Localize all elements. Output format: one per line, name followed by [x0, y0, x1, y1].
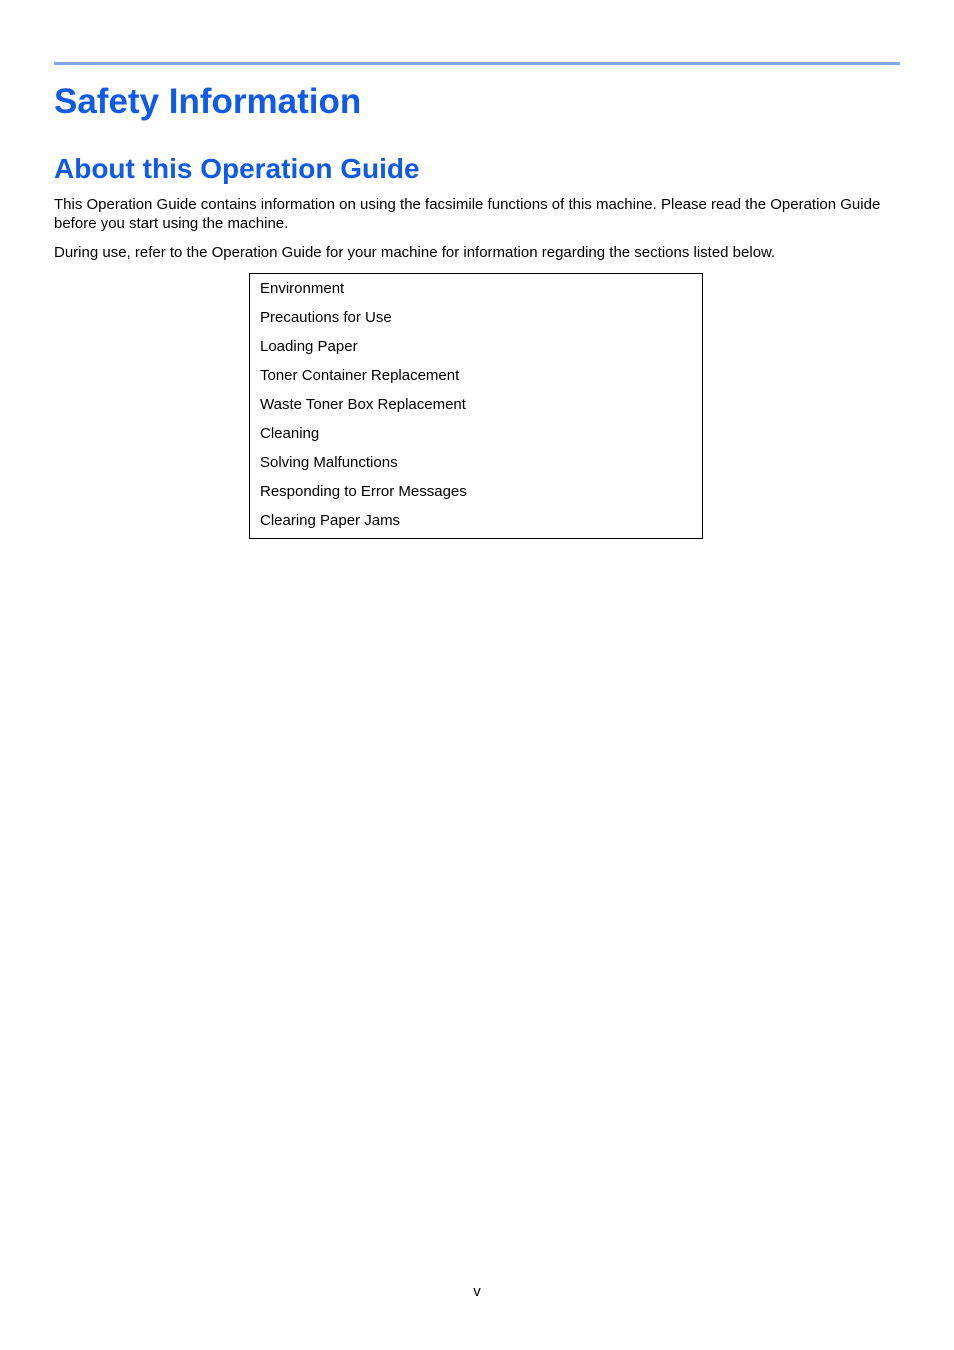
page-title: Safety Information [54, 82, 362, 121]
section-title: About this Operation Guide [54, 153, 420, 184]
list-item: Environment [260, 280, 345, 297]
header-rule [54, 62, 900, 65]
list-item: Clearing Paper Jams [260, 512, 401, 529]
referenced-sections-list [250, 274, 702, 541]
list-item: Responding to Error Messages [260, 483, 467, 500]
list-item: Cleaning [260, 425, 320, 442]
referenced-sections-box [249, 273, 703, 539]
page-number: v [473, 1283, 481, 1300]
reference-paragraph: During use, refer to the Operation Guide for your machine for information regarding the sections listed below. [54, 244, 776, 261]
list-item: Precautions for Use [260, 309, 392, 326]
list-item: Toner Container Replacement [260, 367, 460, 384]
intro-paragraph: This Operation Guide contains information on using the facsimile functions of this machine. Please read the Operation Guide before you start using the machine. [54, 196, 881, 232]
list-item: Loading Paper [260, 338, 358, 355]
list-item: Solving Malfunctions [260, 454, 398, 471]
list-item: Waste Toner Box Replacement [260, 396, 466, 413]
